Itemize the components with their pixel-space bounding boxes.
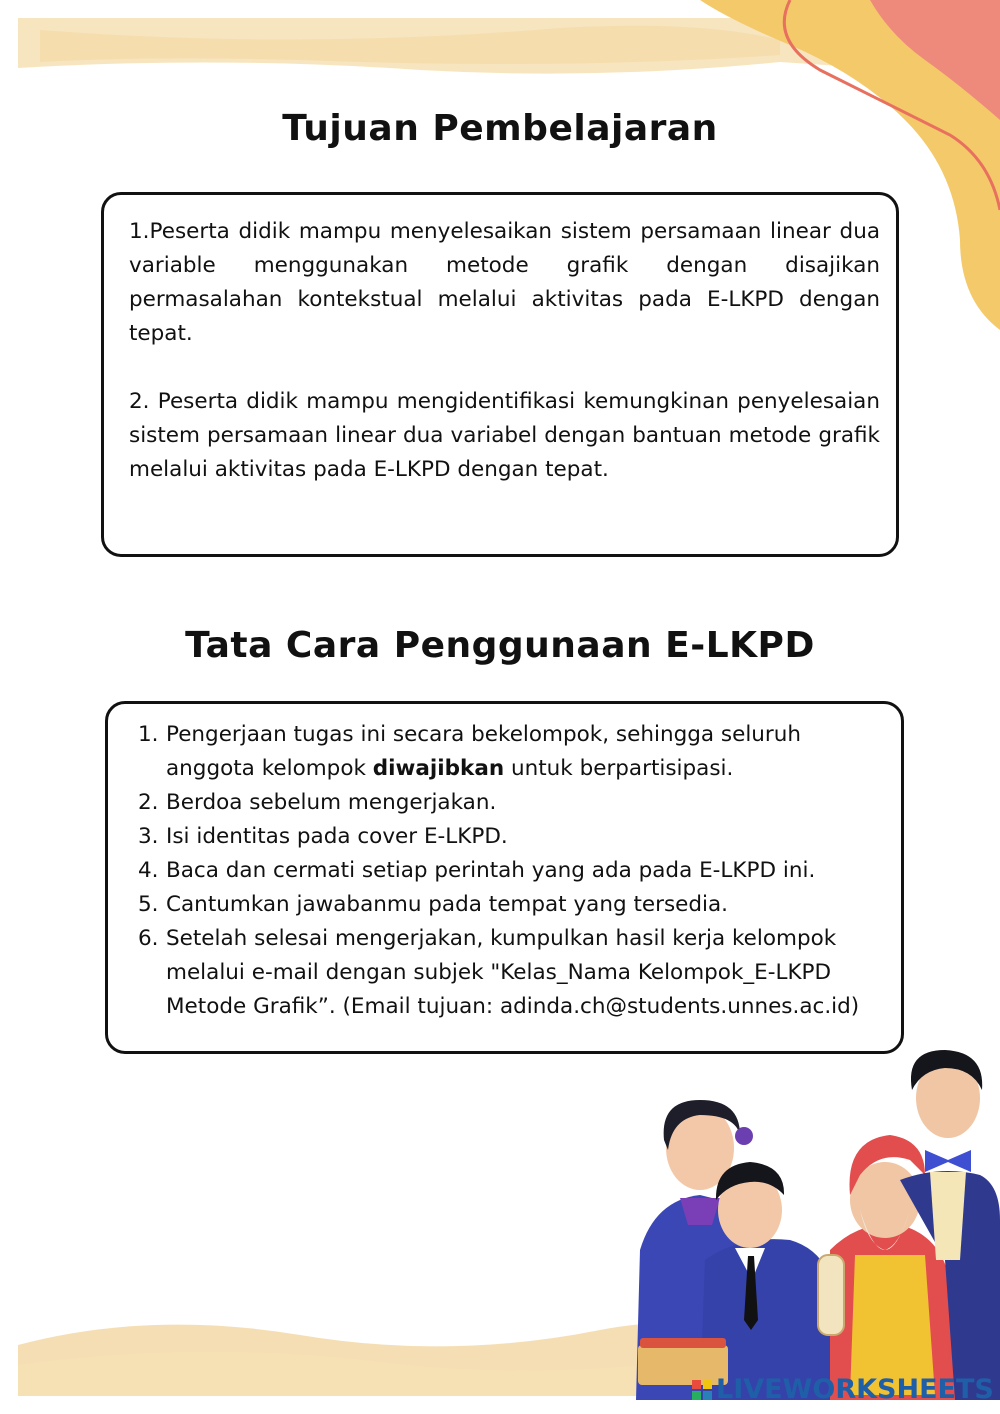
list-item: [138, 718, 881, 786]
list-item-number: 2.: [138, 790, 159, 815]
list-item-number: 1.: [138, 722, 159, 747]
list-item-text: Pengerjaan tugas ini secara bekelompok, sehingga seluruh anggota kelompok diwajibkan untuk berpartisipasi.: [166, 722, 802, 781]
usage-steps-box: [105, 701, 904, 1054]
list-item-text: Baca dan cermati setiap perintah yang ada pada E-LKPD ini.: [166, 858, 816, 883]
figures-illustration: [636, 1050, 1000, 1400]
list-item-number: 5.: [138, 892, 159, 917]
objective-item-2: 2. Peserta didik mampu mengidentifikasi kemungkinan penyelesaian sistem persamaan linear dua variabel dengan bantuan metode grafik melalui aktivitas pada E-LKPD dengan tepat.: [129, 389, 880, 482]
list-item: [138, 786, 881, 820]
list-item-text: Setelah selesai mengerjakan, kumpulkan hasil kerja kelompok melalui e-mail dengan subjek "Kelas_Nama Kelompok_E-LKPD Metode Grafik”. (Email tujuan: adinda.ch@students.unnes.ac.id): [166, 926, 860, 1019]
list-item-number: 6.: [138, 926, 159, 951]
list-item: [138, 820, 881, 854]
list-item-text: Berdoa sebelum mengerjakan.: [166, 790, 497, 815]
emphasis-text: diwajibkan: [372, 756, 505, 781]
list-item-text: Isi identitas pada cover E-LKPD.: [166, 824, 508, 849]
section1-title: Tujuan Pembelajaran: [282, 108, 718, 149]
learning-objectives-box: [101, 192, 899, 557]
steps-list: [138, 718, 881, 1024]
list-item-text: Cantumkan jawabanmu pada tempat yang tersedia.: [166, 892, 729, 917]
objective-item-1: 1.Peserta didik mampu menyelesaikan sistem persamaan linear dua variable menggunakan metode grafik dengan disajikan permasalahan kontekstual melalui aktivitas pada E-LKPD dengan tepat.: [129, 219, 880, 346]
list-item: [138, 922, 881, 1024]
liveworksheets-watermark[interactable]: [692, 1374, 994, 1405]
list-item-number: 4.: [138, 858, 159, 883]
list-item-number: 3.: [138, 824, 159, 849]
list-item: [138, 888, 881, 922]
list-item: [138, 854, 881, 888]
section2-title: Tata Cara Penggunaan E-LKPD: [185, 625, 815, 666]
liveworksheets-logo-icon: [692, 1380, 712, 1400]
watermark-text: LIVEWORKSHEETS: [716, 1374, 994, 1405]
